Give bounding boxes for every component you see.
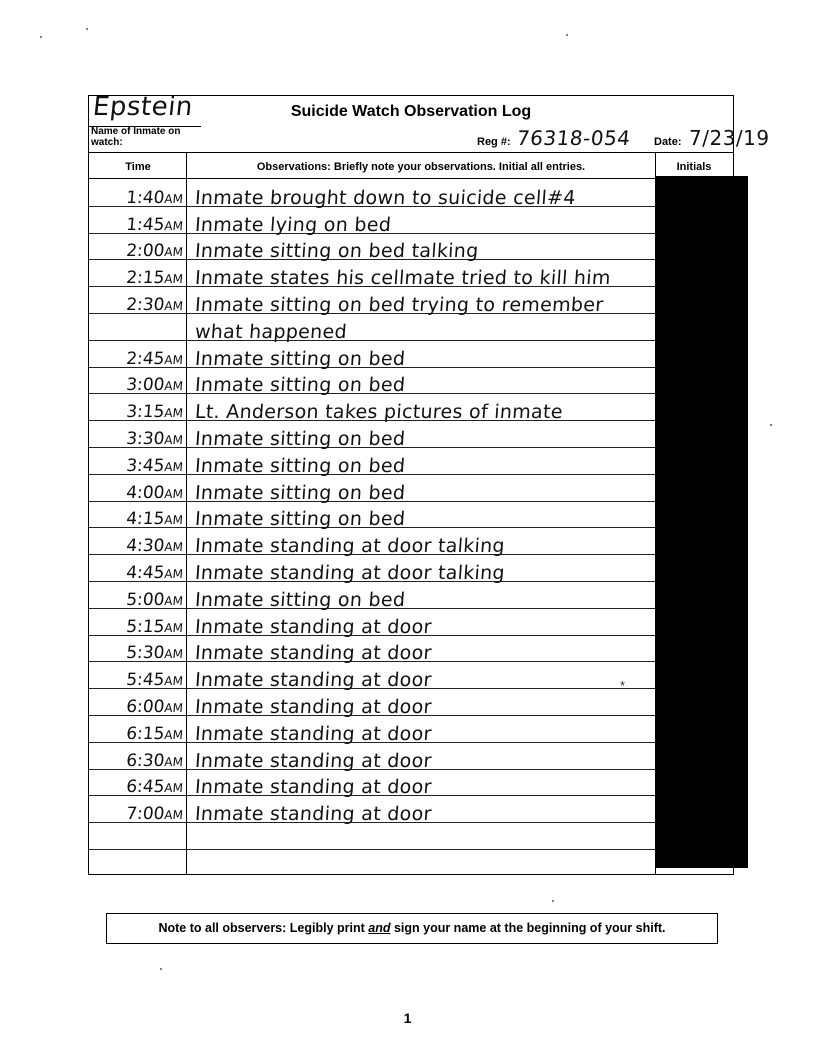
time-value: 2:00	[125, 241, 166, 262]
observation-cell: Inmate standing at door	[194, 669, 433, 692]
table-row	[89, 609, 733, 636]
time-meridiem: AM	[163, 298, 184, 313]
observation-cell: Inmate lying on bed	[194, 213, 392, 236]
time-meridiem: AM	[163, 191, 184, 206]
observation-cell: Inmate standing at door	[194, 776, 433, 799]
time-meridiem: AM	[163, 352, 184, 367]
time-cell	[94, 375, 184, 395]
observation-cell: Inmate sitting on bed	[194, 588, 407, 611]
time-meridiem: AM	[163, 808, 184, 823]
date-value: 7/23/19	[689, 126, 770, 150]
time-cell	[94, 483, 184, 503]
time-meridiem: AM	[163, 379, 184, 394]
log-rows	[89, 180, 733, 850]
observation-cell: Inmate sitting on bed trying to remember	[194, 293, 605, 316]
table-row	[89, 662, 733, 692]
table-row	[89, 502, 733, 529]
inmate-name: Epstein	[91, 92, 195, 122]
table-row	[89, 770, 733, 797]
table-row	[89, 421, 733, 448]
redacted-initials	[656, 176, 748, 868]
date-label: Date:	[654, 136, 682, 148]
table-row	[89, 394, 733, 424]
time-cell	[94, 751, 184, 771]
time-meridiem: AM	[163, 566, 184, 581]
initials-column-header: Initials	[676, 161, 712, 173]
time-meridiem: AM	[163, 245, 184, 260]
time-meridiem: AM	[163, 459, 184, 474]
observation-cell: Inmate sitting on bed	[194, 481, 407, 504]
observation-cell: Inmate standing at door	[194, 615, 433, 638]
observer-note	[106, 913, 718, 944]
time-meridiem: AM	[163, 727, 184, 742]
table-row	[89, 341, 733, 368]
scan-speck	[566, 34, 568, 36]
time-cell	[94, 563, 184, 583]
observation-cell: Inmate brought down to suicide cell#4	[194, 186, 577, 209]
time-cell	[94, 617, 184, 637]
time-value: 5:30	[125, 643, 166, 664]
observation-cell: Inmate sitting on bed talking	[194, 240, 480, 263]
table-row	[89, 716, 733, 743]
table-row	[89, 823, 733, 850]
time-cell	[94, 777, 184, 797]
time-cell	[94, 643, 184, 663]
table-row	[89, 743, 733, 770]
time-cell	[94, 536, 184, 556]
time-value: 5:00	[125, 589, 166, 610]
time-value: 2:30	[125, 294, 166, 315]
observation-cell: Inmate standing at door	[194, 695, 433, 718]
time-meridiem: AM	[163, 620, 184, 635]
time-value: 6:45	[125, 777, 166, 798]
time-meridiem: AM	[163, 754, 184, 769]
observation-cell: Inmate standing at door talking	[194, 535, 506, 558]
table-row	[89, 180, 733, 207]
scan-speck	[552, 900, 554, 902]
time-cell	[94, 697, 184, 717]
time-cell	[94, 590, 184, 610]
observation-cell: Lt. Anderson takes pictures of inmate	[194, 401, 564, 424]
asterisk-mark: *	[620, 678, 626, 693]
time-cell	[94, 295, 184, 315]
time-value: 1:45	[125, 214, 166, 235]
time-value: 3:00	[125, 375, 166, 396]
observations-column-header: Observations: Briefly note your observations. Initial all entries.	[256, 161, 586, 173]
observation-cell: Inmate states his cellmate tried to kill him	[194, 267, 612, 290]
observation-cell: Inmate sitting on bed	[194, 427, 407, 450]
reg-label: Reg #:	[477, 136, 511, 148]
time-value: 3:45	[125, 455, 166, 476]
table-row	[89, 582, 733, 609]
table-row	[89, 234, 733, 261]
time-value: 7:00	[125, 804, 166, 825]
table-row	[89, 528, 733, 558]
time-cell	[94, 804, 184, 824]
time-meridiem: AM	[163, 218, 184, 233]
table-row	[89, 555, 733, 582]
time-meridiem: AM	[163, 272, 184, 287]
table-row	[89, 475, 733, 502]
time-cell	[94, 724, 184, 744]
time-cell	[94, 215, 184, 235]
inmate-name-label: Name of Inmate on watch:	[91, 126, 181, 148]
time-value: 5:15	[125, 616, 166, 637]
observation-cell: Inmate sitting on bed	[194, 508, 407, 531]
log-header	[88, 92, 770, 153]
page-number: 1	[403, 1010, 412, 1026]
observation-cell: Inmate standing at door	[194, 642, 433, 665]
table-row	[89, 636, 733, 663]
observation-cell: Inmate standing at door talking	[194, 561, 506, 584]
time-value: 2:45	[125, 348, 166, 369]
time-cell	[94, 268, 184, 288]
table-row	[89, 207, 733, 234]
time-value: 3:30	[125, 428, 166, 449]
time-value: 6:15	[125, 723, 166, 744]
time-value: 5:45	[125, 670, 166, 691]
time-meridiem: AM	[163, 406, 184, 421]
table-row	[89, 260, 733, 290]
time-meridiem: AM	[163, 781, 184, 796]
time-value: 2:15	[125, 268, 166, 289]
time-cell	[94, 241, 184, 261]
reg-number: 76318-054	[515, 126, 632, 150]
note-text-start: Note to all observers: Legibly print	[158, 921, 369, 935]
scan-speck	[770, 424, 772, 426]
time-value: 4:45	[125, 562, 166, 583]
time-meridiem: AM	[163, 432, 184, 447]
table-row	[89, 314, 733, 341]
note-text-end: sign your name at the beginning of your shift.	[390, 921, 666, 935]
note-emphasis: and	[368, 921, 391, 935]
time-value: 3:15	[125, 402, 166, 423]
time-meridiem: AM	[163, 674, 184, 689]
time-meridiem: AM	[163, 700, 184, 715]
scan-speck	[40, 36, 42, 38]
scan-speck	[160, 968, 162, 970]
time-meridiem: AM	[163, 513, 184, 528]
time-meridiem: AM	[163, 486, 184, 501]
time-value: 4:15	[125, 509, 166, 530]
observation-cell: Inmate standing at door	[194, 803, 433, 826]
time-value: 4:00	[125, 482, 166, 503]
observation-cell: Inmate sitting on bed	[194, 374, 407, 397]
time-meridiem: AM	[163, 647, 184, 662]
observation-cell: what happened	[194, 320, 348, 343]
scan-speck	[86, 28, 88, 30]
time-cell	[94, 402, 184, 422]
time-cell	[94, 188, 184, 208]
time-value: 6:00	[125, 696, 166, 717]
time-cell	[94, 429, 184, 449]
time-meridiem: AM	[163, 593, 184, 608]
table-row	[89, 287, 733, 314]
time-cell	[94, 509, 184, 529]
table-row	[89, 448, 733, 475]
time-cell	[94, 349, 184, 369]
observation-cell: Inmate sitting on bed	[194, 454, 407, 477]
table-row	[89, 368, 733, 395]
observation-cell: Inmate standing at door	[194, 722, 433, 745]
time-column-header: Time	[125, 161, 151, 173]
time-value: 6:30	[125, 750, 166, 771]
time-cell	[94, 456, 184, 476]
table-row	[89, 796, 733, 826]
table-row	[89, 689, 733, 716]
observation-table	[88, 153, 734, 875]
time-cell	[94, 670, 184, 690]
observation-cell: Inmate standing at door	[194, 749, 433, 772]
form-title: Suicide Watch Observation Log	[290, 103, 532, 120]
observation-cell: Inmate sitting on bed	[194, 347, 407, 370]
time-meridiem: AM	[163, 540, 184, 555]
time-value: 4:30	[125, 536, 166, 557]
time-value: 1:40	[125, 187, 166, 208]
